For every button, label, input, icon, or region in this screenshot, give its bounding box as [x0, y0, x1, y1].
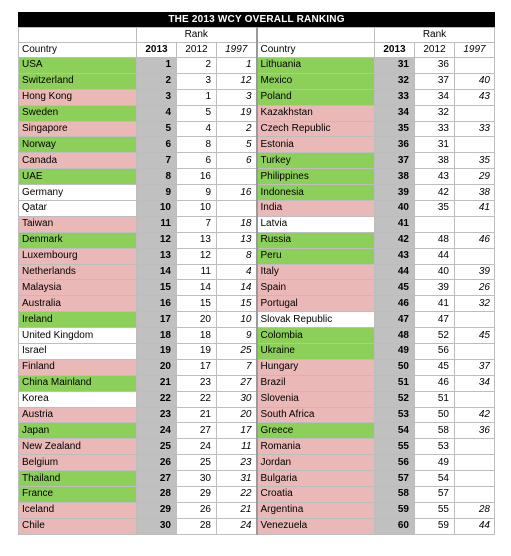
country-name: Lithuania: [257, 58, 375, 74]
rank-2012: 49: [415, 455, 455, 471]
rank-2012: 19: [177, 344, 217, 360]
rank-2012: 26: [177, 502, 217, 518]
table-row: [19, 344, 495, 360]
rank-2012: 40: [415, 264, 455, 280]
rank-2012: 54: [415, 471, 455, 487]
country-name: Slovak Republic: [257, 312, 375, 328]
rank-1997: [455, 105, 495, 121]
rank-2013: 16: [137, 296, 177, 312]
table-row: [19, 423, 495, 439]
rank-2013: 11: [137, 216, 177, 232]
rank-2012: 21: [177, 407, 217, 423]
rank-1997: 42: [455, 407, 495, 423]
rank-2013: 21: [137, 375, 177, 391]
country-name: Germany: [19, 185, 137, 201]
rank-1997: 20: [217, 407, 257, 423]
country-name: Latvia: [257, 216, 375, 232]
rank-2012: 57: [415, 487, 455, 503]
rank-2013: 8: [137, 169, 177, 185]
table-title: THE 2013 WCY OVERALL RANKING: [18, 12, 495, 27]
rank-2012: 24: [177, 439, 217, 455]
rank-2012: 41: [415, 296, 455, 312]
rank-2013: 15: [137, 280, 177, 296]
rank-2012: 53: [415, 439, 455, 455]
country-name: Italy: [257, 264, 375, 280]
rank-1997: 13: [217, 232, 257, 248]
rank-1997: 33: [455, 121, 495, 137]
rank-1997: [455, 312, 495, 328]
rank-2013: 56: [375, 455, 415, 471]
rank-1997: 16: [217, 185, 257, 201]
rank-2013: 23: [137, 407, 177, 423]
rank-2013: 24: [137, 423, 177, 439]
rank-2013: 26: [137, 455, 177, 471]
rank-2013: 57: [375, 471, 415, 487]
country-name: Indonesia: [257, 185, 375, 201]
header-2012-right: 2012: [415, 43, 455, 58]
rank-2013: 31: [375, 58, 415, 74]
country-name: Estonia: [257, 137, 375, 153]
country-name: Croatia: [257, 487, 375, 503]
rank-1997: [455, 455, 495, 471]
rank-1997: 45: [455, 328, 495, 344]
rank-2012: 15: [177, 296, 217, 312]
rank-1997: 36: [455, 423, 495, 439]
rank-1997: 46: [455, 232, 495, 248]
rank-2013: 44: [375, 264, 415, 280]
rank-2013: 10: [137, 201, 177, 217]
rank-2012: 9: [177, 185, 217, 201]
rank-2012: 4: [177, 121, 217, 137]
rank-2012: 45: [415, 359, 455, 375]
country-name: Portugal: [257, 296, 375, 312]
table-row: [19, 169, 495, 185]
ranking-table: [18, 27, 495, 535]
rank-2013: 40: [375, 201, 415, 217]
country-name: Denmark: [19, 232, 137, 248]
header-rank-right: Rank: [375, 28, 495, 43]
rank-2012: 46: [415, 375, 455, 391]
rank-2013: 17: [137, 312, 177, 328]
rank-2013: 25: [137, 439, 177, 455]
rank-2013: 47: [375, 312, 415, 328]
rank-2012: 43: [415, 169, 455, 185]
rank-2013: 36: [375, 137, 415, 153]
rank-1997: [455, 391, 495, 407]
rank-2012: 25: [177, 455, 217, 471]
rank-1997: 41: [455, 201, 495, 217]
rank-2012: 7: [177, 216, 217, 232]
rank-2012: 55: [415, 502, 455, 518]
ranking-rows: [19, 58, 495, 535]
country-name: Finland: [19, 359, 137, 375]
table-row: [19, 375, 495, 391]
rank-2013: 42: [375, 232, 415, 248]
rank-1997: 29: [455, 169, 495, 185]
country-name: Qatar: [19, 201, 137, 217]
country-name: China Mainland: [19, 375, 137, 391]
rank-1997: 31: [217, 471, 257, 487]
rank-2013: 46: [375, 296, 415, 312]
rank-1997: 9: [217, 328, 257, 344]
country-name: Venezuela: [257, 518, 375, 534]
table-row: [19, 280, 495, 296]
rank-2013: 58: [375, 487, 415, 503]
rank-2012: 3: [177, 73, 217, 89]
header-1997-right: 1997: [455, 43, 495, 58]
table-row: [19, 359, 495, 375]
rank-2012: 33: [415, 121, 455, 137]
rank-2012: 36: [415, 58, 455, 74]
rank-1997: 40: [455, 73, 495, 89]
rank-1997: [455, 344, 495, 360]
country-name: Thailand: [19, 471, 137, 487]
country-name: Philippines: [257, 169, 375, 185]
rank-1997: [455, 216, 495, 232]
rank-1997: [455, 58, 495, 74]
rank-2013: 38: [375, 169, 415, 185]
rank-2013: 19: [137, 344, 177, 360]
table-row: [19, 296, 495, 312]
rank-2012: 35: [415, 201, 455, 217]
rank-1997: 3: [217, 89, 257, 105]
rank-1997: 44: [455, 518, 495, 534]
rank-2012: 34: [415, 89, 455, 105]
table-row: [19, 328, 495, 344]
country-name: Argentina: [257, 502, 375, 518]
table-row: [19, 121, 495, 137]
rank-2012: 27: [177, 423, 217, 439]
header-2012-left: 2012: [177, 43, 217, 58]
table-row: [19, 487, 495, 503]
rank-2012: 17: [177, 359, 217, 375]
rank-2013: 60: [375, 518, 415, 534]
rank-1997: 12: [217, 73, 257, 89]
rank-1997: 15: [217, 296, 257, 312]
country-name: Korea: [19, 391, 137, 407]
country-name: Turkey: [257, 153, 375, 169]
rank-2012: 48: [415, 232, 455, 248]
country-name: USA: [19, 58, 137, 74]
rank-1997: [217, 169, 257, 185]
country-name: Ireland: [19, 312, 137, 328]
rank-1997: 43: [455, 89, 495, 105]
rank-1997: 11: [217, 439, 257, 455]
rank-1997: 39: [455, 264, 495, 280]
rank-2012: 22: [177, 391, 217, 407]
rank-2013: 5: [137, 121, 177, 137]
header-2013-right: 2013: [375, 43, 415, 58]
rank-1997: 7: [217, 359, 257, 375]
country-name: UAE: [19, 169, 137, 185]
country-name: United Kingdom: [19, 328, 137, 344]
rank-2013: 52: [375, 391, 415, 407]
table-row: [19, 471, 495, 487]
rank-2013: 27: [137, 471, 177, 487]
table-row: [19, 137, 495, 153]
rank-1997: [455, 487, 495, 503]
rank-2012: 39: [415, 280, 455, 296]
table-row: [19, 201, 495, 217]
country-name: Slovenia: [257, 391, 375, 407]
table-row: [19, 264, 495, 280]
country-name: Czech Republic: [257, 121, 375, 137]
rank-2012: 2: [177, 58, 217, 74]
table-row: [19, 89, 495, 105]
rank-2012: 52: [415, 328, 455, 344]
rank-1997: 19: [217, 105, 257, 121]
country-name: Japan: [19, 423, 137, 439]
header-1997-left: 1997: [217, 43, 257, 58]
country-name: Peru: [257, 248, 375, 264]
rank-2013: 14: [137, 264, 177, 280]
rank-2013: 53: [375, 407, 415, 423]
rank-2013: 54: [375, 423, 415, 439]
country-name: Austria: [19, 407, 137, 423]
rank-1997: 23: [217, 455, 257, 471]
header-blank-right: [257, 28, 375, 43]
rank-2012: 12: [177, 248, 217, 264]
table-row: [19, 73, 495, 89]
rank-1997: 25: [217, 344, 257, 360]
rank-2012: [415, 216, 455, 232]
table-row: [19, 391, 495, 407]
country-name: India: [257, 201, 375, 217]
country-name: Malaysia: [19, 280, 137, 296]
rank-2012: 44: [415, 248, 455, 264]
country-name: Brazil: [257, 375, 375, 391]
rank-1997: [455, 248, 495, 264]
rank-2013: 3: [137, 89, 177, 105]
rank-2013: 7: [137, 153, 177, 169]
rank-2013: 28: [137, 487, 177, 503]
rank-2013: 4: [137, 105, 177, 121]
rank-1997: 28: [455, 502, 495, 518]
country-name: Spain: [257, 280, 375, 296]
country-name: Bulgaria: [257, 471, 375, 487]
header-row-columns: [19, 43, 495, 58]
rank-2013: 48: [375, 328, 415, 344]
rank-2012: 31: [415, 137, 455, 153]
rank-2012: 51: [415, 391, 455, 407]
country-name: Luxembourg: [19, 248, 137, 264]
rank-2012: 42: [415, 185, 455, 201]
country-name: France: [19, 487, 137, 503]
country-name: New Zealand: [19, 439, 137, 455]
header-country-right: Country: [257, 43, 375, 58]
rank-2013: 12: [137, 232, 177, 248]
country-name: South Africa: [257, 407, 375, 423]
country-name: Greece: [257, 423, 375, 439]
header-country-left: Country: [19, 43, 137, 58]
rank-1997: [217, 201, 257, 217]
header-rank-left: Rank: [137, 28, 257, 43]
rank-2013: 45: [375, 280, 415, 296]
rank-2013: 39: [375, 185, 415, 201]
rank-1997: 17: [217, 423, 257, 439]
rank-2013: 22: [137, 391, 177, 407]
header-row-rank: [19, 28, 495, 43]
table-row: [19, 58, 495, 74]
rank-2012: 20: [177, 312, 217, 328]
rank-2012: 16: [177, 169, 217, 185]
country-name: Sweden: [19, 105, 137, 121]
rank-1997: 2: [217, 121, 257, 137]
rank-1997: 21: [217, 502, 257, 518]
table-row: [19, 232, 495, 248]
rank-2013: 32: [375, 73, 415, 89]
rank-1997: 5: [217, 137, 257, 153]
rank-2013: 6: [137, 137, 177, 153]
rank-1997: 32: [455, 296, 495, 312]
rank-2013: 2: [137, 73, 177, 89]
table-row: [19, 153, 495, 169]
country-name: Netherlands: [19, 264, 137, 280]
country-name: Mexico: [257, 73, 375, 89]
rank-2013: 41: [375, 216, 415, 232]
country-name: Ukraine: [257, 344, 375, 360]
rank-2012: 18: [177, 328, 217, 344]
table-row: [19, 216, 495, 232]
rank-1997: 26: [455, 280, 495, 296]
rank-2012: 30: [177, 471, 217, 487]
rank-1997: 10: [217, 312, 257, 328]
table-row: [19, 518, 495, 534]
country-name: Australia: [19, 296, 137, 312]
rank-2013: 59: [375, 502, 415, 518]
rank-1997: 37: [455, 359, 495, 375]
country-name: Kazakhstan: [257, 105, 375, 121]
rank-2013: 37: [375, 153, 415, 169]
table-row: [19, 439, 495, 455]
header-blank-left: [19, 28, 137, 43]
rank-2013: 20: [137, 359, 177, 375]
rank-1997: [455, 137, 495, 153]
country-name: Norway: [19, 137, 137, 153]
rank-1997: 35: [455, 153, 495, 169]
rank-2012: 59: [415, 518, 455, 534]
rank-2012: 23: [177, 375, 217, 391]
rank-2012: 28: [177, 518, 217, 534]
rank-1997: 22: [217, 487, 257, 503]
country-name: Romania: [257, 439, 375, 455]
table-row: [19, 312, 495, 328]
rank-2013: 1: [137, 58, 177, 74]
country-name: Belgium: [19, 455, 137, 471]
rank-1997: 18: [217, 216, 257, 232]
country-name: Canada: [19, 153, 137, 169]
table-row: [19, 455, 495, 471]
rank-2012: 5: [177, 105, 217, 121]
country-name: Jordan: [257, 455, 375, 471]
rank-2013: 29: [137, 502, 177, 518]
rank-2012: 13: [177, 232, 217, 248]
rank-2012: 8: [177, 137, 217, 153]
rank-2012: 47: [415, 312, 455, 328]
rank-2012: 56: [415, 344, 455, 360]
rank-2013: 51: [375, 375, 415, 391]
ranking-table-container: [18, 12, 495, 535]
country-name: Hungary: [257, 359, 375, 375]
table-row: [19, 185, 495, 201]
rank-1997: 27: [217, 375, 257, 391]
rank-2013: 34: [375, 105, 415, 121]
rank-2013: 49: [375, 344, 415, 360]
country-name: Hong Kong: [19, 89, 137, 105]
rank-1997: 8: [217, 248, 257, 264]
rank-1997: 38: [455, 185, 495, 201]
rank-2012: 32: [415, 105, 455, 121]
country-name: Chile: [19, 518, 137, 534]
rank-2012: 37: [415, 73, 455, 89]
country-name: Poland: [257, 89, 375, 105]
rank-2012: 29: [177, 487, 217, 503]
rank-2013: 55: [375, 439, 415, 455]
header-2013-left: 2013: [137, 43, 177, 58]
rank-1997: 4: [217, 264, 257, 280]
rank-2012: 14: [177, 280, 217, 296]
table-row: [19, 105, 495, 121]
country-name: Russia: [257, 232, 375, 248]
rank-2013: 35: [375, 121, 415, 137]
rank-2013: 50: [375, 359, 415, 375]
table-row: [19, 502, 495, 518]
rank-2012: 50: [415, 407, 455, 423]
rank-2012: 10: [177, 201, 217, 217]
rank-2012: 1: [177, 89, 217, 105]
rank-2013: 9: [137, 185, 177, 201]
rank-2012: 58: [415, 423, 455, 439]
country-name: Switzerland: [19, 73, 137, 89]
rank-1997: 6: [217, 153, 257, 169]
rank-1997: 24: [217, 518, 257, 534]
rank-2013: 43: [375, 248, 415, 264]
rank-1997: 34: [455, 375, 495, 391]
rank-1997: 1: [217, 58, 257, 74]
rank-2013: 33: [375, 89, 415, 105]
rank-1997: [455, 439, 495, 455]
country-name: Iceland: [19, 502, 137, 518]
table-row: [19, 248, 495, 264]
country-name: Singapore: [19, 121, 137, 137]
rank-2012: 38: [415, 153, 455, 169]
rank-2013: 18: [137, 328, 177, 344]
rank-2013: 30: [137, 518, 177, 534]
rank-1997: 14: [217, 280, 257, 296]
rank-2013: 13: [137, 248, 177, 264]
rank-1997: [455, 471, 495, 487]
table-row: [19, 407, 495, 423]
country-name: Israel: [19, 344, 137, 360]
rank-2012: 6: [177, 153, 217, 169]
rank-2012: 11: [177, 264, 217, 280]
country-name: Taiwan: [19, 216, 137, 232]
country-name: Colombia: [257, 328, 375, 344]
rank-1997: 30: [217, 391, 257, 407]
